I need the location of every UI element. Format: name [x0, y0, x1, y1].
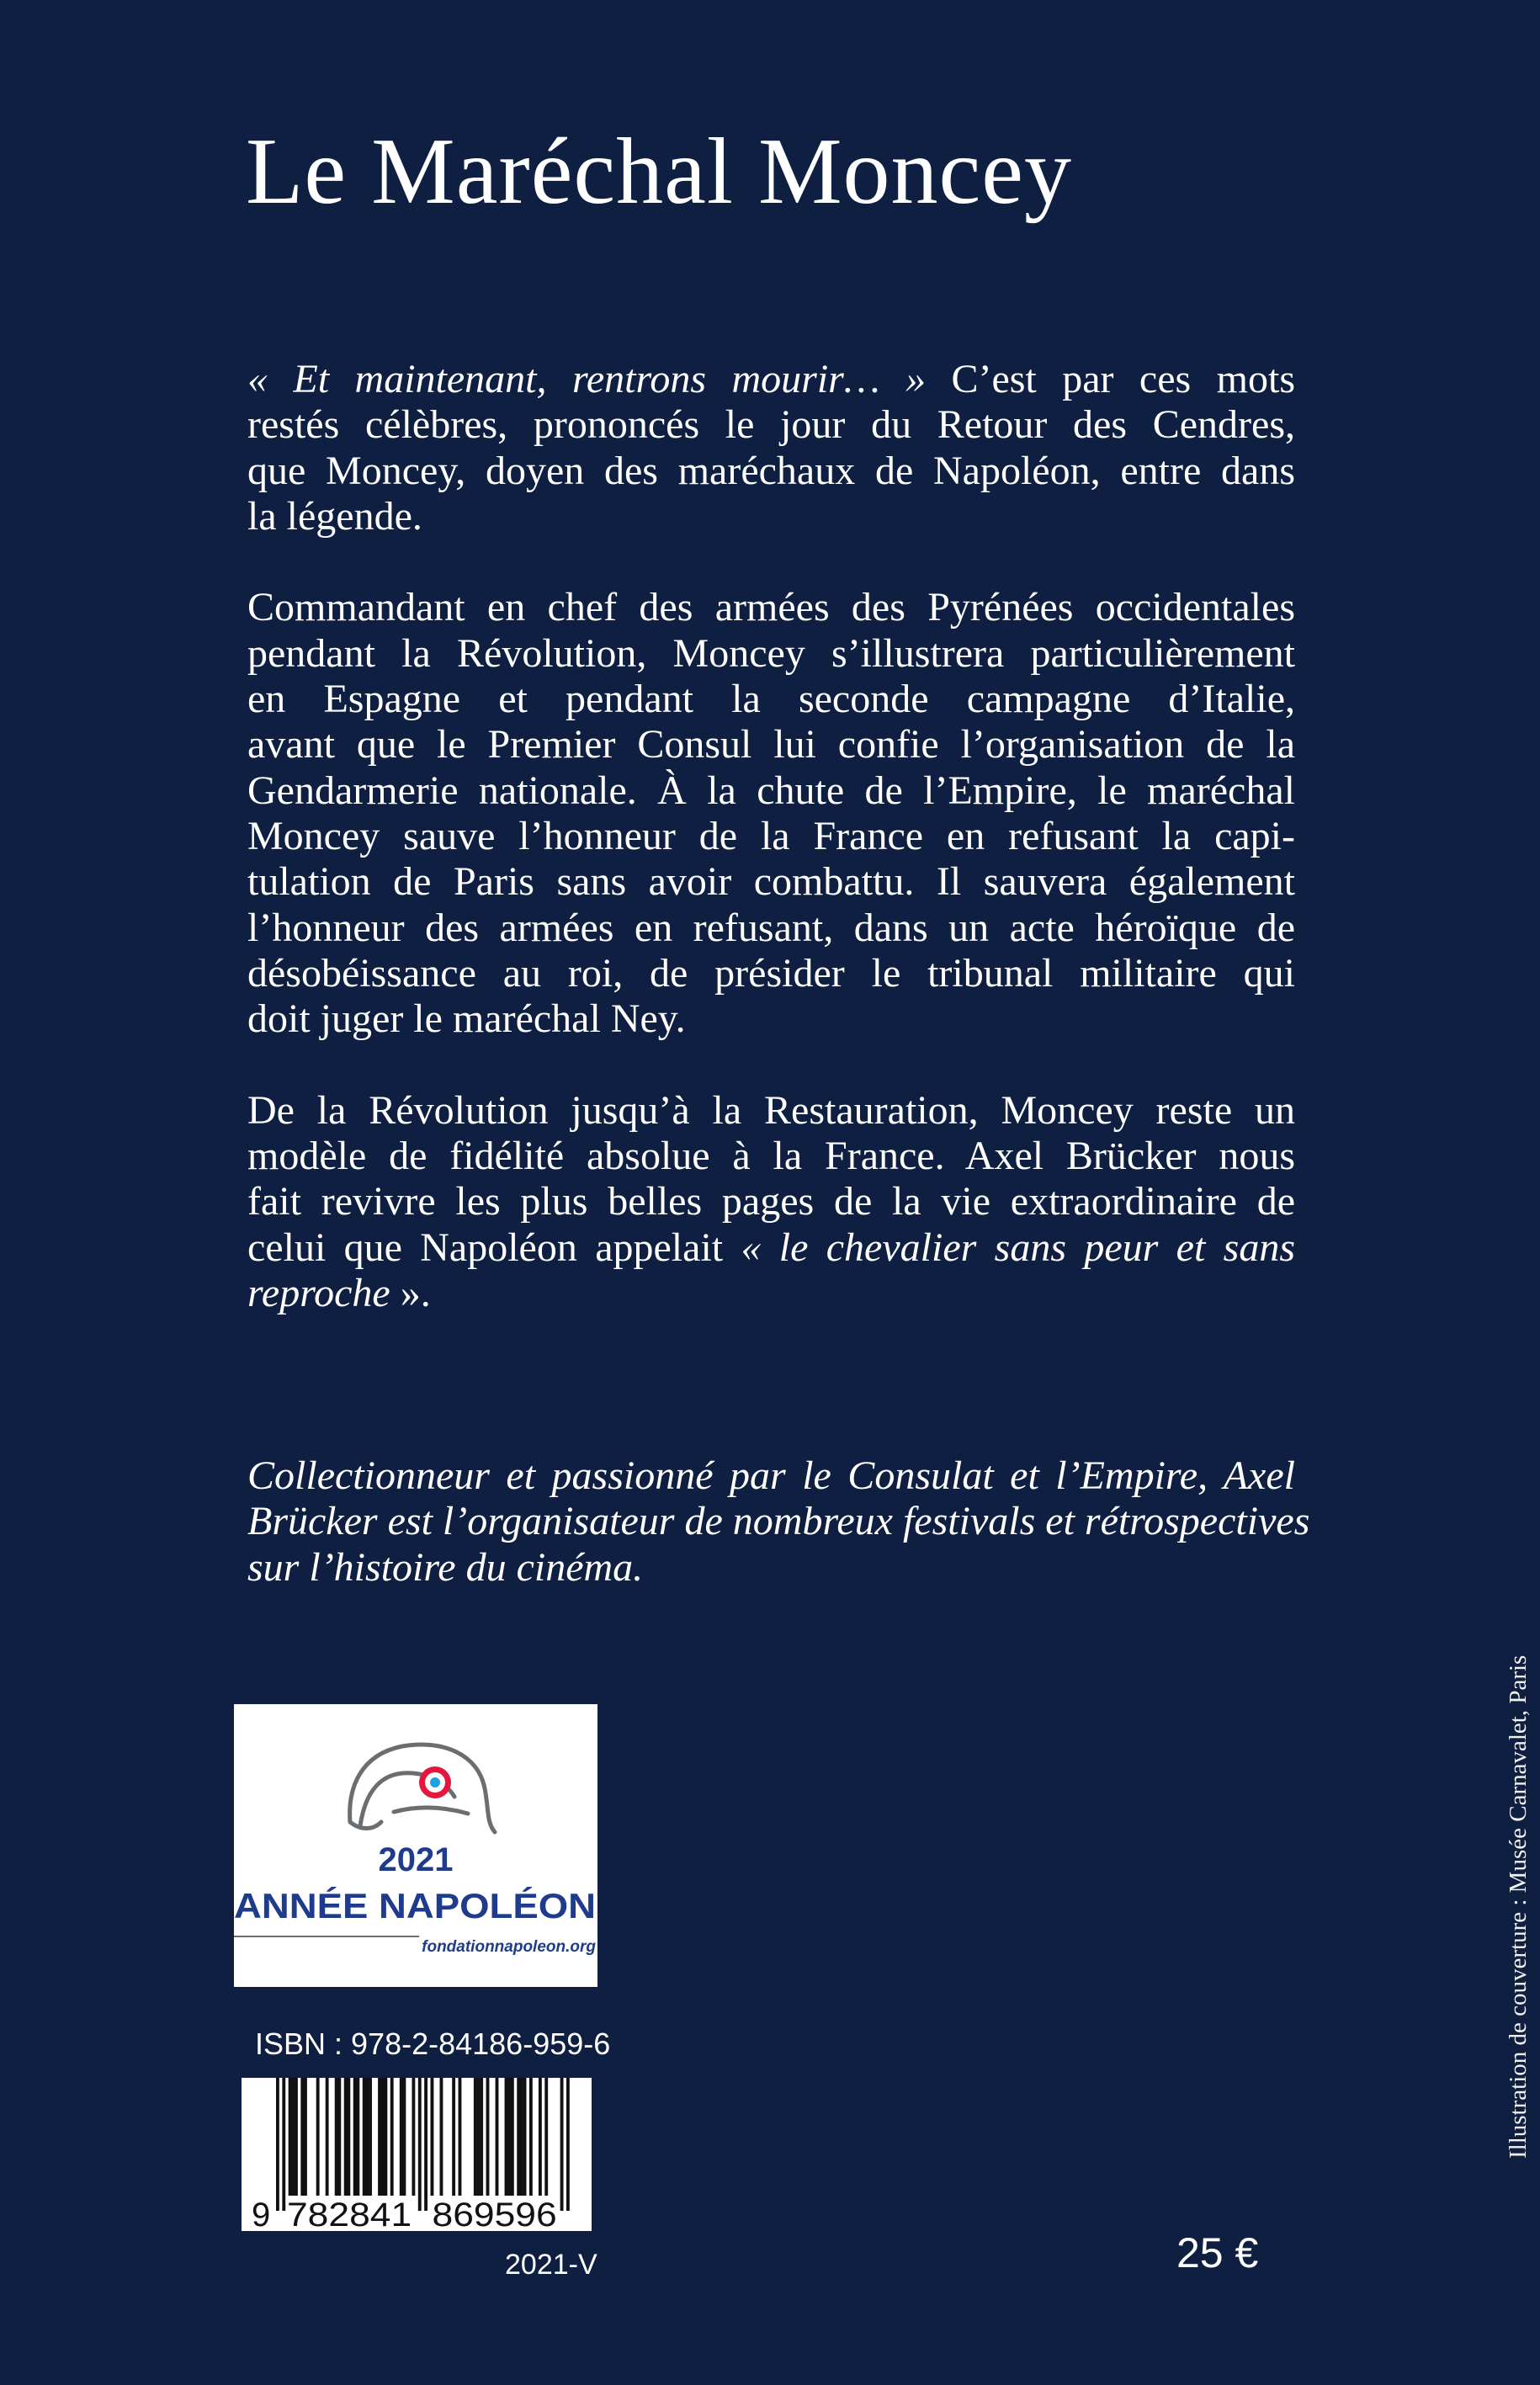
book-title: Le Maréchal Moncey: [246, 120, 1072, 224]
barcode-bar: [356, 2078, 359, 2196]
text-segment: désobéissance au roi, de présider le tribunal militaire qui: [247, 950, 1295, 996]
text-line: [247, 677, 1295, 722]
text-segment: fait revivre les plus belles pages de la vie extraordinaire de: [247, 1179, 1295, 1224]
barcode-bar: [505, 2078, 508, 2196]
text-segment: celui que Napoléon appelait: [247, 1224, 741, 1270]
text-segment: ».: [390, 1270, 431, 1315]
barcode-bar: [511, 2078, 514, 2196]
barcode-bar: [412, 2078, 415, 2196]
barcode-bar: [337, 2078, 341, 2196]
text-line: [247, 494, 1295, 539]
barcode-bar: [544, 2078, 548, 2196]
text-line: [247, 1088, 1295, 1134]
text-line: [247, 402, 1295, 448]
text-segment: restés célèbres, prononcés le jour du Retour des Cendres,: [247, 402, 1295, 448]
barcode-bar: [363, 2078, 366, 2196]
barcode-bar: [344, 2078, 348, 2196]
text-line: [247, 585, 1295, 630]
barcode-bar: [474, 2078, 477, 2196]
barcode-bar: [520, 2078, 523, 2196]
logo-year: 2021: [378, 1841, 454, 1878]
text-segment: modèle de fidélité absolue à la France. Axel Brücker nous: [247, 1134, 1295, 1179]
text-line: [247, 1499, 1310, 1544]
barcode-bar: [431, 2078, 434, 2196]
text-line: [247, 1545, 1295, 1591]
barcode-bar: [566, 2078, 570, 2211]
text-segment: tulation de Paris sans avoir combattu. Il sauvera également: [247, 859, 1295, 905]
text-segment: sur l’histoire du cinéma.: [247, 1544, 644, 1590]
text-segment: Brücker est l’organisateur de nombreux festivals et rétrospectives: [247, 1499, 1310, 1544]
barcode-bar: [440, 2078, 443, 2196]
text-segment: doit juger le maréchal Ney.: [247, 996, 686, 1042]
barcode-bar: [402, 2078, 406, 2196]
text-line: [247, 859, 1295, 905]
text-line: [247, 1225, 1295, 1271]
text-segment: pendant la Révolution, Moncey s’illustrera particulièrement: [247, 630, 1295, 676]
text-line: [247, 996, 1295, 1042]
text-segment: Commandant en chef des armées des Pyrénées occidentales: [247, 585, 1295, 630]
barcode-bar: [369, 2078, 372, 2196]
barcode-bar: [496, 2078, 499, 2196]
barcode-bar: [276, 2078, 279, 2211]
barcode-bar: [304, 2078, 307, 2196]
isbn: ISBN : 978-2-84186-959-6: [255, 2026, 611, 2061]
barcode-bar: [381, 2078, 385, 2196]
text-segment: « le chevalier sans peur et sans: [741, 1224, 1295, 1270]
barcode-bar: [335, 2078, 338, 2196]
text-segment: en Espagne et pendant la seconde campagne d’Italie,: [247, 677, 1295, 722]
cover-illustration-credit: Illustration de couverture : Musée Carnavalet, Paris: [1505, 1655, 1532, 2159]
barcode-bar: [291, 2078, 295, 2196]
text-segment: Collectionneur et passionné par le Consulat et l’Empire, Axel: [247, 1453, 1295, 1499]
barcode-bar: [477, 2078, 481, 2196]
text-line: [247, 449, 1295, 494]
edition-code: 2021-V: [505, 2249, 597, 2281]
text-line: [247, 1453, 1295, 1499]
barcode-bar: [316, 2078, 320, 2196]
barcode-bar: [300, 2078, 304, 2196]
text-segment: Moncey sauve l’honneur de la France en refusant la capi-: [247, 813, 1295, 858]
text-segment: C’est par ces mots: [926, 357, 1296, 401]
barcode-bar: [560, 2078, 564, 2211]
barcode-bar: [378, 2078, 381, 2196]
logo-name: ANNÉE NAPOLÉON: [234, 1886, 596, 1926]
text-segment: avant que le Premier Consul lui confie l’organisation de la: [247, 722, 1295, 768]
barcode-bar: [390, 2078, 394, 2196]
barcode-bar: [347, 2078, 350, 2196]
text-line: [247, 768, 1295, 814]
text-segment: l’honneur des armées en refusant, dans un acte héroïque de: [247, 905, 1295, 950]
text-segment: Gendarmerie nationale. À la chute de l’Empire, le maréchal: [247, 768, 1295, 813]
text-segment: la légende.: [247, 493, 422, 539]
barcode-bar: [459, 2078, 462, 2196]
barcode-bar: [282, 2078, 285, 2211]
barcode-bar: [517, 2078, 520, 2196]
back-cover-blurb: [247, 357, 1310, 1591]
text-segment: reproche: [247, 1270, 390, 1315]
barcode-bar: [452, 2078, 455, 2196]
text-segment: « Et maintenant, rentrons mourir… »: [247, 357, 926, 401]
barcode-bar: [418, 2078, 422, 2211]
text-segment: que Moncey, doyen des maréchaux de Napoléon, entre dans: [247, 448, 1295, 493]
barcode-bar: [384, 2078, 387, 2196]
barcode-bar: [523, 2078, 527, 2196]
barcode-digits-left: 782841: [287, 2196, 412, 2231]
barcode-bar: [486, 2078, 490, 2196]
cockade-icon: [419, 1766, 451, 1798]
text-line: [247, 722, 1295, 768]
barcode-bar: [480, 2078, 483, 2196]
barcode-bar: [326, 2078, 329, 2196]
text-segment: De la Révolution jusqu’à la Restauration, Moncey reste un: [247, 1087, 1295, 1133]
barcode-bar: [295, 2078, 298, 2196]
barcode-bar: [353, 2078, 357, 2196]
text-line: [247, 631, 1295, 677]
text-line: [247, 814, 1295, 859]
text-line: [247, 1134, 1295, 1179]
annee-napoleon-logo: [234, 1704, 597, 1987]
barcode-bar: [507, 2078, 511, 2196]
barcode-digits-right: 869596: [432, 2196, 557, 2231]
text-line: [247, 906, 1295, 951]
price: 25 €: [1176, 2229, 1259, 2276]
barcode-bar: [529, 2078, 533, 2196]
barcode-bar: [365, 2078, 369, 2196]
logo-url: fondationnapoleon.org: [422, 1938, 596, 1956]
barcode-bar: [289, 2078, 292, 2196]
text-line: [247, 1271, 1295, 1316]
text-line: [247, 951, 1295, 996]
text-line: [247, 1179, 1295, 1224]
barcode-bar: [400, 2078, 403, 2196]
barcode-bar: [539, 2078, 542, 2196]
text-line: [247, 357, 1295, 402]
barcode-digits-first: 9: [252, 2196, 271, 2231]
barcode: [242, 2078, 592, 2231]
barcode-bar: [424, 2078, 427, 2211]
